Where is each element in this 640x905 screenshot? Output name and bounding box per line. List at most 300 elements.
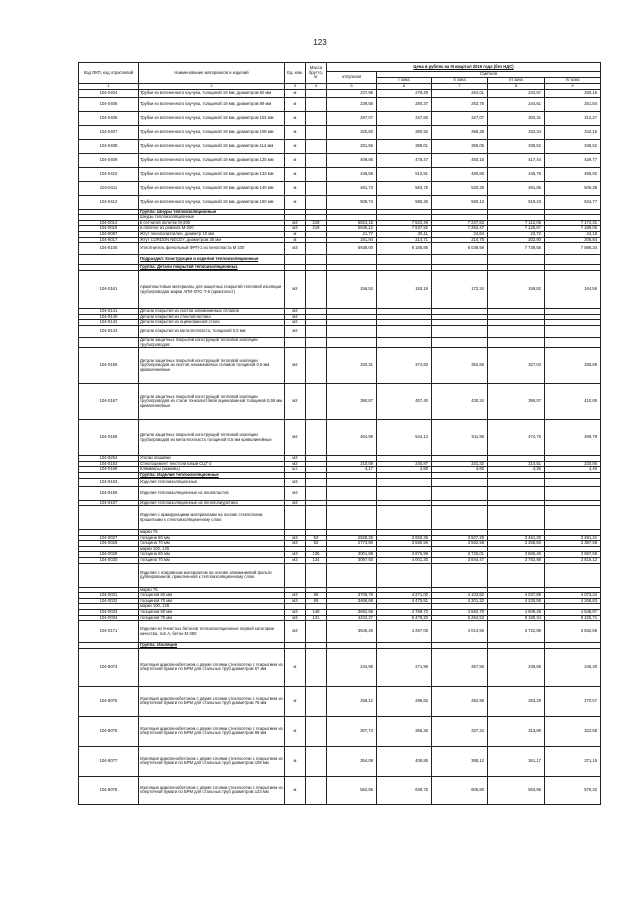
zone-2-price-cell: 282,98 bbox=[432, 686, 488, 716]
table-row bbox=[79, 125, 601, 139]
release-price-cell: 5836,12 bbox=[327, 226, 377, 232]
release-price-cell: 234,95 bbox=[327, 648, 377, 686]
unit-cell: м3 bbox=[285, 621, 306, 643]
code-cell: 104-0167 bbox=[79, 384, 139, 420]
zone-3-price-cell: 7 112,05 bbox=[488, 220, 545, 226]
mass-cell bbox=[306, 111, 327, 125]
unit-cell: м bbox=[285, 139, 306, 153]
mass-cell bbox=[306, 384, 327, 420]
code-cell: 104-0015 bbox=[79, 226, 139, 232]
zone-1-price-cell: 595,36 bbox=[377, 195, 432, 209]
subheading: Изделия с покровным материалом на основе алюминиевой фольги дублированной, приклеенной к теплоизоляционному слою bbox=[139, 563, 285, 587]
unit-cell: м3 bbox=[285, 535, 306, 541]
code-cell: 104-0169 bbox=[79, 467, 139, 473]
unit-cell: м3 bbox=[285, 541, 306, 547]
unit-cell: м bbox=[285, 97, 306, 111]
name-cell: Детали защитных покрытий конструкций тепловой изоляции трубопроводов из стали тонколистовой оцинкованной толщиной 0,55 мм криволинейные bbox=[139, 384, 285, 420]
table-row bbox=[79, 686, 601, 716]
code-cell: 104-0410 bbox=[79, 167, 139, 181]
name-cell: Армопластовые материалы для защитных покрытий тепловой изоляции трубопроводов марки АПИ-ХПС-Т-5 (армопласт) bbox=[139, 271, 285, 309]
release-price-cell bbox=[327, 478, 377, 486]
zone-1-price-cell: 374,83 bbox=[377, 348, 432, 384]
name-cell: Жгут CORDON NECDY, диаметром 30 мм bbox=[139, 237, 285, 243]
empty-cell bbox=[285, 506, 306, 530]
release-price-cell: 6938,00 bbox=[327, 243, 377, 255]
group-heading-row bbox=[79, 255, 601, 265]
code-cell: 104-0161 bbox=[79, 271, 139, 309]
header-zone-4: IV зона bbox=[545, 78, 601, 84]
zone-3-price-cell: 327,03 bbox=[488, 348, 545, 384]
group-heading: Группа: Изоляция bbox=[139, 643, 285, 649]
mass-cell bbox=[306, 716, 327, 746]
empty-cell bbox=[432, 255, 488, 265]
zone-4-price-cell: 4 266,83 bbox=[545, 598, 601, 604]
zone-2-price-cell bbox=[432, 486, 488, 500]
zone-4-price-cell: 348,52 bbox=[545, 139, 601, 153]
zone-4-price-cell: 206,84 bbox=[545, 237, 601, 243]
zone-1-price-cell: 4,88 bbox=[377, 467, 432, 473]
zone-3-price-cell: 214,51 bbox=[488, 461, 545, 467]
subheading-row bbox=[79, 506, 601, 530]
zone-4-price-cell bbox=[545, 486, 601, 500]
zone-2-price-cell: 4,60 bbox=[432, 467, 488, 473]
group-heading: Группа: Изделия теплоизоляционные bbox=[139, 472, 285, 478]
table-row bbox=[79, 746, 601, 776]
unit-cell: м bbox=[285, 686, 306, 716]
zone-2-price-cell bbox=[432, 478, 488, 486]
code-cell: 104-9163 bbox=[79, 478, 139, 486]
name-cell: толщина 70 мм bbox=[139, 541, 285, 547]
code-cell: 104-8100 bbox=[79, 243, 139, 255]
unit-cell: м bbox=[285, 716, 306, 746]
zone-4-price-cell: 3 387,58 bbox=[545, 541, 601, 547]
zone-4-price-cell: 246,30 bbox=[545, 648, 601, 686]
zone-4-price-cell: 579,32 bbox=[545, 776, 601, 804]
release-price-cell: 3001,68 bbox=[327, 552, 377, 558]
release-price-cell: 181,94 bbox=[327, 237, 377, 243]
zone-4-price-cell: 371,15 bbox=[545, 746, 601, 776]
table-body bbox=[79, 89, 601, 804]
mass-cell bbox=[306, 348, 327, 384]
zone-1-price-cell: 347,65 bbox=[377, 111, 432, 125]
empty-cell bbox=[432, 563, 488, 587]
zone-3-price-cell bbox=[488, 325, 545, 337]
zone-2-price-cell: 262,01 bbox=[432, 89, 488, 97]
subheading-row bbox=[79, 563, 601, 587]
subheading: Изделия с армирующими материалами на основе стеклоткани, прошитыми к стеклоизоляционному слою bbox=[139, 506, 285, 530]
header-zone-3: III зона bbox=[488, 78, 545, 84]
unit-cell: м bbox=[285, 231, 306, 237]
zone-2-price-cell: 24,64 bbox=[432, 231, 488, 237]
mass-cell bbox=[306, 325, 327, 337]
zone-1-price-cell: 5 479,20 bbox=[377, 615, 432, 621]
release-price-cell: 2828,25 bbox=[327, 535, 377, 541]
unit-cell: м2 bbox=[285, 384, 306, 420]
zone-4-price-cell: 488,78 bbox=[545, 420, 601, 456]
zone-3-price-cell bbox=[488, 486, 545, 500]
unit-cell: м bbox=[285, 167, 306, 181]
zone-1-price-cell: 4 769,73 bbox=[377, 610, 432, 616]
name-cell: Детали покрытия из стеклопластика bbox=[139, 314, 285, 320]
mass-cell: 141 bbox=[306, 615, 327, 621]
zone-4-price-cell: 3 481,41 bbox=[545, 535, 601, 541]
empty-cell bbox=[545, 255, 601, 265]
unit-cell: м3 bbox=[285, 478, 306, 486]
zone-1-price-cell: 4 001,30 bbox=[377, 558, 432, 564]
zone-1-price-cell: 380,92 bbox=[377, 125, 432, 139]
unit-cell: шт. bbox=[285, 467, 306, 473]
unit-cell: м bbox=[285, 153, 306, 167]
zone-1-price-cell: 278,49 bbox=[377, 89, 432, 97]
release-price-cell: 239,56 bbox=[327, 97, 377, 111]
empty-cell bbox=[545, 563, 601, 587]
mass-cell: 96 bbox=[306, 593, 327, 599]
mass-cell bbox=[306, 776, 327, 804]
empty-cell bbox=[488, 506, 545, 530]
code-cell: 104-8143 bbox=[79, 325, 139, 337]
code-cell: 104-8076 bbox=[79, 716, 139, 746]
mass-cell bbox=[306, 271, 327, 309]
zone-2-price-cell: 450,15 bbox=[432, 153, 488, 167]
zone-4-price-cell: 24,18 bbox=[545, 231, 601, 237]
code-cell: 104-0409 bbox=[79, 153, 139, 167]
unit-cell: м bbox=[285, 648, 306, 686]
zone-3-price-cell: 3 451,20 bbox=[488, 535, 545, 541]
zone-2-price-cell: 365,05 bbox=[432, 139, 488, 153]
col-index-3: 3 bbox=[285, 84, 306, 90]
empty-cell bbox=[79, 337, 139, 347]
col-index-9: 9 bbox=[545, 84, 601, 90]
unit-cell: м3 bbox=[285, 500, 306, 506]
table-row bbox=[79, 243, 601, 255]
zone-3-price-cell: 4,26 bbox=[488, 467, 545, 473]
zone-3-price-cell: 417,44 bbox=[488, 153, 545, 167]
zone-4-price-cell: 3 832,86 bbox=[545, 621, 601, 643]
zone-3-price-cell: 563,66 bbox=[488, 776, 545, 804]
release-price-cell: 320,31 bbox=[327, 348, 377, 384]
zone-2-price-cell: 480,68 bbox=[432, 167, 488, 181]
zone-3-price-cell: 263,29 bbox=[488, 686, 545, 716]
zone-4-price-cell: 270,57 bbox=[545, 686, 601, 716]
empty-cell bbox=[488, 255, 545, 265]
name-cell: Трубки из вспененного каучука, толщиной 19 мм, диаметром 108 мм bbox=[139, 125, 285, 139]
zone-1-price-cell bbox=[377, 325, 432, 337]
code-cell: 104-0030 bbox=[79, 558, 139, 564]
zone-4-price-cell bbox=[545, 478, 601, 486]
zone-1-price-cell: 7 522,49 bbox=[377, 220, 432, 226]
mass-cell: 53 bbox=[306, 535, 327, 541]
name-cell: Детали покрытия из оцинкованной стали bbox=[139, 320, 285, 326]
table-row bbox=[79, 153, 601, 167]
zone-3-price-cell: 7 126,67 bbox=[488, 226, 545, 232]
name-cell: Трубки из вспененного каучука, толщиной 19 мм, диаметром 102 мм bbox=[139, 111, 285, 125]
subheading: Шнуры теплоизоляционные bbox=[139, 215, 285, 221]
code-cell: 104-9167 bbox=[79, 500, 139, 506]
release-price-cell: 3646,26 bbox=[327, 621, 377, 643]
code-cell: 104-9166 bbox=[79, 486, 139, 500]
zone-2-price-cell: 530,39 bbox=[432, 181, 488, 195]
subheading: марки 100, 125 bbox=[139, 604, 285, 610]
col-index-2: 2 bbox=[139, 84, 285, 90]
unit-cell: м3 bbox=[285, 598, 306, 604]
name-cell: Трубки из вспененного каучука, толщиной 19 мм, диаметром 114 мм bbox=[139, 139, 285, 153]
release-price-cell bbox=[327, 486, 377, 500]
release-price-cell: 325,50 bbox=[327, 125, 377, 139]
zone-2-price-cell: 4 103,82 bbox=[432, 593, 488, 599]
release-price-cell bbox=[327, 325, 377, 337]
code-cell: 104-0028 bbox=[79, 541, 139, 547]
table-row bbox=[79, 420, 601, 456]
name-cell: Стеклоцемент текстолитовый СЦТ-2 bbox=[139, 461, 285, 467]
name-cell: Детали покрытия из листов алюминиевых сплавов bbox=[139, 309, 285, 315]
mass-cell bbox=[306, 125, 327, 139]
mass-cell bbox=[306, 486, 327, 500]
release-price-cell: 258,12 bbox=[327, 686, 377, 716]
zone-1-price-cell: 356,26 bbox=[377, 716, 432, 746]
code-cell: 104-0408 bbox=[79, 139, 139, 153]
empty-cell bbox=[545, 506, 601, 530]
empty-cell bbox=[285, 255, 306, 265]
mass-cell: 69 bbox=[306, 598, 327, 604]
name-cell: в сетчатой оплетке М-200 bbox=[139, 220, 285, 226]
zone-2-price-cell: 358,38 bbox=[432, 125, 488, 139]
table-row bbox=[79, 478, 601, 486]
zone-2-price-cell: 5 264,53 bbox=[432, 615, 488, 621]
table-row bbox=[79, 139, 601, 153]
zone-1-price-cell: 3 876,99 bbox=[377, 552, 432, 558]
table-row bbox=[79, 486, 601, 500]
code-cell: 104-0014 bbox=[79, 220, 139, 226]
header-zone-1: I зона bbox=[377, 78, 432, 84]
zone-3-price-cell: 491,85 bbox=[488, 181, 545, 195]
mass-cell bbox=[306, 686, 327, 716]
table-row bbox=[79, 97, 601, 111]
subheading: марки 75 bbox=[139, 587, 285, 593]
name-cell: толщина 70 мм bbox=[139, 558, 285, 564]
code-cell: 104-0166 bbox=[79, 348, 139, 384]
zone-3-price-cell: 202,90 bbox=[488, 237, 545, 243]
unit-cell: м3 bbox=[285, 610, 306, 616]
release-price-cell: 331,56 bbox=[327, 139, 377, 153]
name-cell: Трубки из вспененного каучука, толщиной 19 мм, диаметром 140 мм bbox=[139, 181, 285, 195]
zone-3-price-cell: 445,75 bbox=[488, 167, 545, 181]
zone-1-price-cell: 3 650,35 bbox=[377, 535, 432, 541]
zone-4-price-cell: 220,85 bbox=[545, 461, 601, 467]
name-cell: Жгут пенополиэтилен, диаметр 10 мм bbox=[139, 231, 285, 237]
unit-cell: м3 bbox=[285, 243, 306, 255]
code-cell: 104-0411 bbox=[79, 181, 139, 195]
zone-1-price-cell bbox=[377, 486, 432, 500]
table-row bbox=[79, 648, 601, 686]
zone-4-price-cell: 4 548,97 bbox=[545, 610, 601, 616]
code-cell: 104-0171 bbox=[79, 621, 139, 643]
zone-4-price-cell: 164,55 bbox=[545, 271, 601, 309]
zone-2-price-cell: 3 507,29 bbox=[432, 535, 488, 541]
header-unit: Ед. изм. bbox=[285, 63, 306, 84]
zone-1-price-cell: 280,37 bbox=[377, 97, 432, 111]
empty-cell bbox=[306, 506, 327, 530]
empty-cell bbox=[285, 563, 306, 587]
code-cell: 104-0027 bbox=[79, 535, 139, 541]
mass-cell bbox=[306, 621, 327, 643]
code-cell: 104-0404 bbox=[79, 89, 139, 97]
code-cell: 104-0034 bbox=[79, 615, 139, 621]
release-price-cell: 481,73 bbox=[327, 181, 377, 195]
code-cell: 104-0032 bbox=[79, 598, 139, 604]
code-cell: 104-8077 bbox=[79, 746, 139, 776]
table-row bbox=[79, 167, 601, 181]
release-price-cell: 5824,15 bbox=[327, 220, 377, 226]
zone-4-price-cell: 7 174,31 bbox=[545, 220, 601, 226]
zone-2-price-cell: 327,07 bbox=[432, 111, 488, 125]
zone-4-price-cell: 429,77 bbox=[545, 153, 601, 167]
group-heading: Группа: Шнуры теплоизоляционные bbox=[139, 209, 285, 215]
code-cell: 104-8017 bbox=[79, 237, 139, 243]
unit-cell: м bbox=[285, 89, 306, 97]
name-cell: Изоляция армопенобетоном с двумя слоями стеклосетки с покрытием из оберточной бумаги по БРМ для стальных труб диаметром 57 мм bbox=[139, 648, 285, 686]
mass-cell bbox=[306, 139, 327, 153]
code-cell: 104-0153 bbox=[79, 461, 139, 467]
zone-3-price-cell: 244,61 bbox=[488, 97, 545, 111]
unit-cell: м2 bbox=[285, 320, 306, 326]
zone-4-price-cell: 4 073,34 bbox=[545, 593, 601, 599]
zone-1-price-cell: 544,14 bbox=[377, 420, 432, 456]
code-cell: 104-8141 bbox=[79, 309, 139, 315]
zone-1-price-cell: 4 267,08 bbox=[377, 621, 432, 643]
release-price-cell: 508,74 bbox=[327, 195, 377, 209]
name-cell: Изделия теплоизоляционные bbox=[139, 478, 285, 486]
price-table bbox=[78, 62, 601, 805]
zone-3-price-cell: 303,31 bbox=[488, 111, 545, 125]
zone-2-price-cell: 352,66 bbox=[432, 348, 488, 384]
zone-1-price-cell: 3 580,59 bbox=[377, 541, 432, 547]
empty-cell bbox=[327, 337, 377, 347]
subheading: марки 75 bbox=[139, 530, 285, 536]
zone-1-price-cell bbox=[377, 478, 432, 486]
release-price-cell: 354,08 bbox=[327, 746, 377, 776]
code-cell: 104-8074 bbox=[79, 648, 139, 686]
release-price-cell: 390,87 bbox=[327, 384, 377, 420]
zone-1-price-cell: 4 271,00 bbox=[377, 593, 432, 599]
empty-cell bbox=[377, 563, 432, 587]
zone-3-price-cell: 239,65 bbox=[488, 648, 545, 686]
zone-4-price-cell: 458,92 bbox=[545, 167, 601, 181]
zone-1-price-cell: 563,75 bbox=[377, 181, 432, 195]
mass-cell bbox=[306, 89, 327, 97]
empty-cell bbox=[79, 506, 139, 530]
zone-1-price-cell: 4 475,81 bbox=[377, 598, 432, 604]
code-cell: 104-0412 bbox=[79, 195, 139, 209]
zone-2-price-cell: 257,55 bbox=[432, 648, 488, 686]
zone-1-price-cell: 25,11 bbox=[377, 231, 432, 237]
code-cell: 104-0029 bbox=[79, 552, 139, 558]
header-gross-mass: Масса брутто, кг bbox=[306, 63, 327, 84]
empty-cell bbox=[377, 506, 432, 530]
release-price-cell: 2773,80 bbox=[327, 541, 377, 547]
table-row bbox=[79, 776, 601, 804]
release-price-cell: 4,17 bbox=[327, 467, 377, 473]
name-cell: толщиной 70 мм bbox=[139, 615, 285, 621]
unit-cell: м2 bbox=[285, 461, 306, 467]
zone-4-price-cell: 312,27 bbox=[545, 111, 601, 125]
zone-2-price-cell: 4 582,78 bbox=[432, 610, 488, 616]
zone-2-price-cell: 210,78 bbox=[432, 237, 488, 243]
name-cell: толщиной 60 мм bbox=[139, 610, 285, 616]
zone-2-price-cell: 337,34 bbox=[432, 716, 488, 746]
zone-2-price-cell: 172,34 bbox=[432, 271, 488, 309]
empty-cell bbox=[377, 255, 432, 265]
header-estimated-price: Сметная bbox=[377, 72, 601, 78]
zone-3-price-cell: 7 738,56 bbox=[488, 243, 545, 255]
zone-1-price-cell: 639,75 bbox=[377, 776, 432, 804]
zone-2-price-cell: 7 237,63 bbox=[432, 220, 488, 226]
empty-cell bbox=[488, 337, 545, 347]
header-zone-2: II зона bbox=[432, 78, 488, 84]
empty-cell bbox=[306, 255, 327, 265]
zone-3-price-cell: 361,17 bbox=[488, 746, 545, 776]
name-cell: Изоляция армопенобетоном с двумя слоями стеклосетки с покрытием из оберточной бумаги по БРМ для стальных труб диаметром 108 мм bbox=[139, 746, 285, 776]
release-price-cell: 464,99 bbox=[327, 420, 377, 456]
zone-2-price-cell: 388,12 bbox=[432, 746, 488, 776]
unit-cell: м3 bbox=[285, 593, 306, 599]
unit-cell: м bbox=[285, 181, 306, 195]
zone-3-price-cell: 159,82 bbox=[488, 271, 545, 309]
zone-4-price-cell: 250,15 bbox=[545, 89, 601, 97]
table-row bbox=[79, 621, 601, 643]
zone-2-price-cell: 560,13 bbox=[432, 195, 488, 209]
code-cell: 104-8142 bbox=[79, 320, 139, 326]
empty-cell bbox=[545, 337, 601, 347]
mass-cell: 148 bbox=[306, 610, 327, 616]
unit-cell: м3 bbox=[285, 558, 306, 564]
name-cell: Изделия теплоизоляционные из пенополиуретана bbox=[139, 500, 285, 506]
zone-3-price-cell: 474,75 bbox=[488, 420, 545, 456]
release-price-cell: 3706,75 bbox=[327, 593, 377, 599]
mass-cell: 62 bbox=[306, 541, 327, 547]
col-index-7: 7 bbox=[432, 84, 488, 90]
empty-cell bbox=[306, 563, 327, 587]
name-cell: Уплотнитель фенольный ФРП-1 из пенопласта М 100 bbox=[139, 243, 285, 255]
zone-1-price-cell: 271,99 bbox=[377, 648, 432, 686]
unit-cell: м3 bbox=[285, 552, 306, 558]
zone-4-price-cell: 322,58 bbox=[545, 716, 601, 746]
zone-2-price-cell: 605,80 bbox=[432, 776, 488, 804]
unit-cell: м2 bbox=[285, 309, 306, 315]
mass-cell bbox=[306, 478, 327, 486]
zone-3-price-cell: 519,43 bbox=[488, 195, 545, 209]
name-cell: Уголки обшивки bbox=[139, 456, 285, 462]
empty-cell bbox=[327, 563, 377, 587]
name-cell: толщиной 70 мм bbox=[139, 598, 285, 604]
empty-cell bbox=[432, 506, 488, 530]
zone-3-price-cell: 3 665,46 bbox=[488, 552, 545, 558]
unit-cell: м bbox=[285, 125, 306, 139]
zone-3-price-cell: 313,89 bbox=[488, 716, 545, 746]
release-price-cell: 297,07 bbox=[327, 111, 377, 125]
zone-4-price-cell: 534,77 bbox=[545, 195, 601, 209]
zone-1-price-cell: 245,87 bbox=[377, 461, 432, 467]
name-cell: в оплетке из ровинга М-200 bbox=[139, 226, 285, 232]
zone-4-price-cell: 342,15 bbox=[545, 125, 601, 139]
col-index-5: 5 bbox=[327, 84, 377, 90]
zone-1-price-cell: 510,91 bbox=[377, 167, 432, 181]
zone-1-price-cell: 409,85 bbox=[377, 746, 432, 776]
empty-cell bbox=[306, 337, 327, 347]
empty-cell bbox=[432, 337, 488, 347]
name-cell: Трубки из вспененного каучука, толщиной 19 мм, диаметром 125 мм bbox=[139, 153, 285, 167]
unit-cell: м2 bbox=[285, 271, 306, 309]
zone-1-price-cell: 388,01 bbox=[377, 139, 432, 153]
